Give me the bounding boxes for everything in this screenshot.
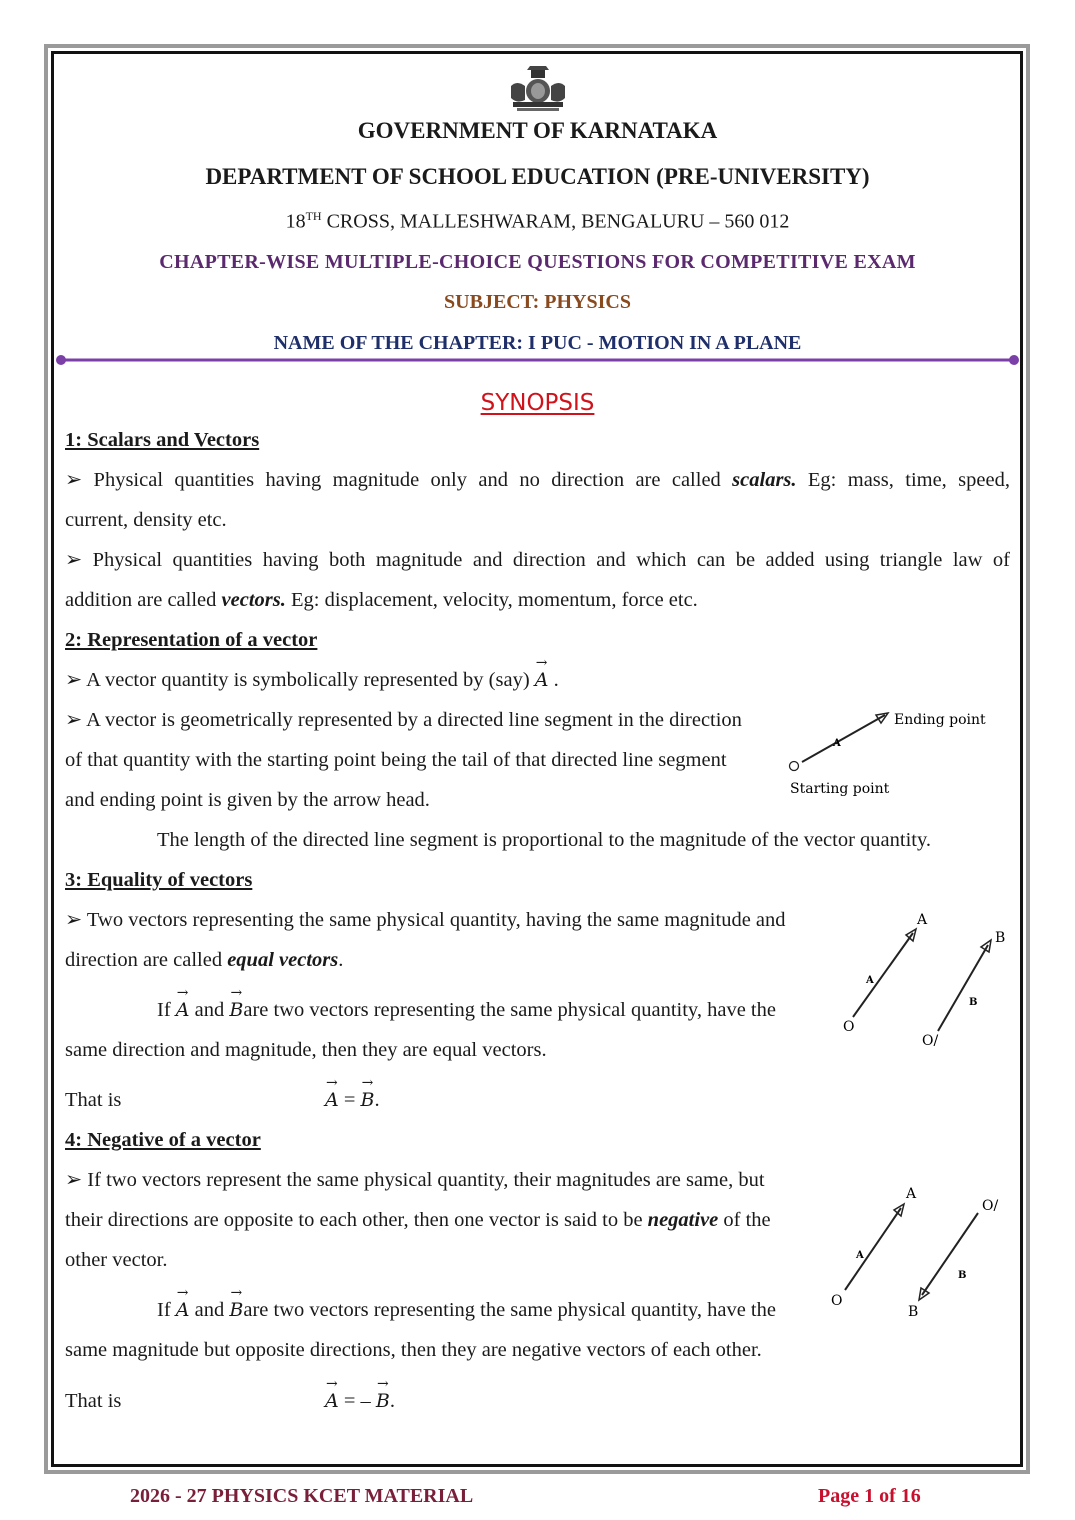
header-department: DEPARTMENT OF SCHOOL EDUCATION (PRE-UNIVERSITY) [205,164,870,189]
header-address: 18TH CROSS, MALLESHWARAM, BENGALURU – 560 012 [285,209,790,233]
svg-text:B: B [908,1304,919,1320]
s1-paragraph-2-cont: addition are called vectors. Eg: displacement, velocity, momentum, force etc. [65,589,698,611]
negative-vectors-figure [825,1180,1015,1325]
s2-paragraph-3: The length of the directed line segment is proportional to the magnitude of the vector quantity. [157,829,932,851]
s4-line-1: ➢ If two vectors represent the same physical quantity, their magnitudes are same, but [65,1169,765,1191]
section-4-title: 4: Negative of a vector [65,1129,261,1151]
s3-line-3: If → A and → Bare two vectors representing the same physical quantity, have the [157,990,837,1030]
header-mcq-title: CHAPTER-WISE MULTIPLE-CHOICE QUESTIONS FOR COMPETITIVE EXAM [159,251,916,273]
svg-text:B: B [958,1270,967,1281]
s1-paragraph-1-cont: current, density etc. [65,509,227,531]
svg-text:O: O [843,1019,855,1035]
svg-text:O/: O/ [922,1033,939,1049]
s3-line-2: direction are called equal vectors. [65,949,344,971]
header-divider [55,353,1020,367]
equal-vectors-figure [835,905,1015,1050]
footer-page-number: Page 1 of 16 [818,1485,921,1507]
svg-text:O: O [831,1293,843,1309]
header-subject: SUBJECT: PHYSICS [444,291,631,313]
s4-that-is: That is [65,1390,122,1412]
svg-text:A: A [917,912,928,928]
s3-equation: → A = → B. [325,1080,380,1120]
s3-line-4: same direction and magnitude, then they are equal vectors. [65,1039,547,1061]
footer-material-title: 2026 - 27 PHYSICS KCET MATERIAL [130,1485,474,1507]
svg-text:A: A [856,1250,864,1261]
s2-paragraph-2-line-3: and ending point is given by the arrow head. [65,789,430,811]
s3-that-is: That is [65,1089,122,1111]
vector-representation-figure [782,700,1002,805]
section-1-title: 1: Scalars and Vectors [65,429,260,451]
s1-paragraph-2: ➢ Physical quantities having both magnitude and direction and which can be added using triangle law of [65,549,1010,571]
svg-text:A: A [866,975,874,986]
origin-marker [790,762,799,771]
header-chapter: NAME OF THE CHAPTER: I PUC - MOTION IN A PLANE [273,332,802,354]
svg-text:B: B [969,997,978,1008]
svg-text:O/: O/ [982,1198,999,1214]
s2-paragraph-1: ➢ A vector quantity is symbolically represented by (say) → A . [65,660,1005,700]
s4-equation: → A = – → B. [325,1381,395,1421]
s1-paragraph-1: ➢ Physical quantities having magnitude only and no direction are called scalars. Eg: mass, time, speed, [65,469,1010,491]
s2-paragraph-2-line-2: of that quantity with the starting point being the tail of that directed line segment [65,749,727,771]
ending-point-label: Ending point [894,712,986,728]
section-2-title: 2: Representation of a vector [65,629,318,651]
synopsis-heading: SYNOPSIS [480,390,595,416]
s4-line-4: If → A and → Bare two vectors representing the same physical quantity, have the [157,1290,837,1330]
svg-text:A: A [906,1186,917,1202]
figure-vector-label: A [833,738,841,749]
header-government: GOVERNMENT OF KARNATAKA [357,118,718,143]
s3-line-1: ➢ Two vectors representing the same physical quantity, having the same magnitude and [65,909,786,931]
s4-line-2: their directions are opposite to each other, then one vector is said to be negative of the [65,1209,771,1231]
s2-paragraph-2-line-1: ➢ A vector is geometrically represented by a directed line segment in the direction [65,709,742,731]
s4-line-3: other vector. [65,1249,168,1271]
svg-text:B: B [995,930,1006,946]
starting-point-label: Starting point [790,781,890,797]
karnataka-emblem [503,64,573,114]
s4-line-5: same magnitude but opposite directions, then they are negative vectors of each other. [65,1339,762,1361]
section-3-title: 3: Equality of vectors [65,869,253,891]
